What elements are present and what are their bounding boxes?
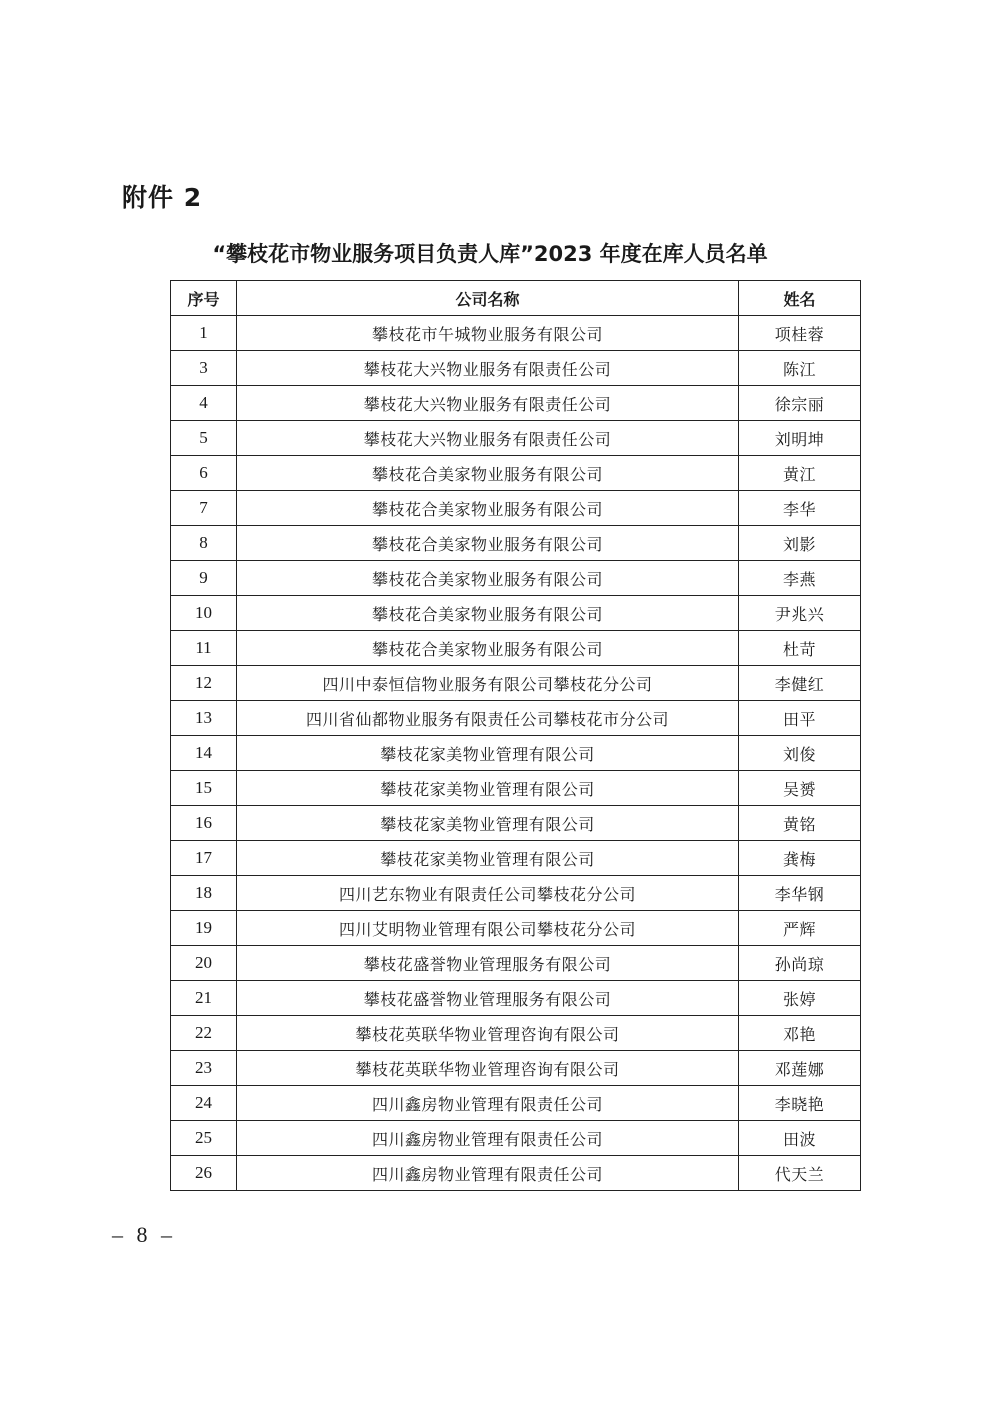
table-row xyxy=(171,316,861,351)
table-row xyxy=(171,806,861,841)
table-row xyxy=(171,946,861,981)
table-row xyxy=(171,596,861,631)
row-company: 攀枝花盛誉物业管理服务有限公司 xyxy=(237,946,739,981)
row-name: 项桂蓉 xyxy=(739,316,861,351)
table-row xyxy=(171,841,861,876)
row-seq: 20 xyxy=(171,946,237,981)
row-company: 攀枝花大兴物业服务有限责任公司 xyxy=(237,421,739,456)
row-name: 李华 xyxy=(739,491,861,526)
row-name: 严辉 xyxy=(739,911,861,946)
row-seq: 17 xyxy=(171,841,237,876)
row-seq: 15 xyxy=(171,771,237,806)
row-company: 四川鑫房物业管理有限责任公司 xyxy=(237,1121,739,1156)
row-name: 孙尚琼 xyxy=(739,946,861,981)
table-row xyxy=(171,666,861,701)
row-company: 攀枝花合美家物业服务有限公司 xyxy=(237,491,739,526)
row-seq: 9 xyxy=(171,561,237,596)
row-company: 攀枝花合美家物业服务有限公司 xyxy=(237,526,739,561)
row-company: 攀枝花盛誉物业管理服务有限公司 xyxy=(237,981,739,1016)
row-name: 刘俊 xyxy=(739,736,861,771)
row-seq: 7 xyxy=(171,491,237,526)
row-name: 邓艳 xyxy=(739,1016,861,1051)
row-seq: 16 xyxy=(171,806,237,841)
row-name: 陈江 xyxy=(739,351,861,386)
attachment-label: 附件 2 xyxy=(122,183,203,212)
row-seq: 6 xyxy=(171,456,237,491)
row-company: 攀枝花家美物业管理有限公司 xyxy=(237,771,739,806)
table-row xyxy=(171,1121,861,1156)
row-seq: 1 xyxy=(171,316,237,351)
row-seq: 12 xyxy=(171,666,237,701)
row-company: 攀枝花合美家物业服务有限公司 xyxy=(237,596,739,631)
row-name: 田平 xyxy=(739,701,861,736)
row-company: 四川鑫房物业管理有限责任公司 xyxy=(237,1156,739,1191)
row-name: 李华钢 xyxy=(739,876,861,911)
row-name: 刘明坤 xyxy=(739,421,861,456)
row-company: 四川鑫房物业管理有限责任公司 xyxy=(237,1086,739,1121)
table-row xyxy=(171,491,861,526)
table-row xyxy=(171,421,861,456)
table-row xyxy=(171,736,861,771)
header-company: 公司名称 xyxy=(237,281,739,316)
row-seq: 8 xyxy=(171,526,237,561)
header-seq: 序号 xyxy=(171,281,237,316)
row-name: 杜苛 xyxy=(739,631,861,666)
row-name: 张婷 xyxy=(739,981,861,1016)
row-name: 吴赟 xyxy=(739,771,861,806)
row-company: 攀枝花合美家物业服务有限公司 xyxy=(237,456,739,491)
row-seq: 24 xyxy=(171,1086,237,1121)
row-name: 龚梅 xyxy=(739,841,861,876)
table-row xyxy=(171,526,861,561)
table-row xyxy=(171,561,861,596)
row-name: 刘影 xyxy=(739,526,861,561)
table-header-row xyxy=(171,281,861,316)
row-company: 攀枝花英联华物业管理咨询有限公司 xyxy=(237,1051,739,1086)
row-name: 代天兰 xyxy=(739,1156,861,1191)
personnel-table xyxy=(170,280,861,1191)
table-row xyxy=(171,911,861,946)
row-company: 攀枝花家美物业管理有限公司 xyxy=(237,841,739,876)
row-seq: 4 xyxy=(171,386,237,421)
table-body xyxy=(171,316,861,1191)
row-name: 黄铭 xyxy=(739,806,861,841)
row-seq: 26 xyxy=(171,1156,237,1191)
row-name: 邓莲娜 xyxy=(739,1051,861,1086)
row-company: 攀枝花合美家物业服务有限公司 xyxy=(237,561,739,596)
row-seq: 14 xyxy=(171,736,237,771)
row-seq: 5 xyxy=(171,421,237,456)
table-row xyxy=(171,631,861,666)
row-company: 攀枝花市午城物业服务有限公司 xyxy=(237,316,739,351)
row-name: 徐宗丽 xyxy=(739,386,861,421)
row-seq: 13 xyxy=(171,701,237,736)
row-seq: 18 xyxy=(171,876,237,911)
row-company: 攀枝花家美物业管理有限公司 xyxy=(237,736,739,771)
row-name: 黄江 xyxy=(739,456,861,491)
row-company: 攀枝花家美物业管理有限公司 xyxy=(237,806,739,841)
table-row xyxy=(171,1156,861,1191)
table-row xyxy=(171,456,861,491)
row-name: 李燕 xyxy=(739,561,861,596)
table-row xyxy=(171,1051,861,1086)
row-name: 李健红 xyxy=(739,666,861,701)
row-company: 攀枝花英联华物业管理咨询有限公司 xyxy=(237,1016,739,1051)
row-seq: 22 xyxy=(171,1016,237,1051)
row-seq: 23 xyxy=(171,1051,237,1086)
row-name: 尹兆兴 xyxy=(739,596,861,631)
row-company: 四川中泰恒信物业服务有限公司攀枝花分公司 xyxy=(237,666,739,701)
document-title: “攀枝花市物业服务项目负责人库”2023 年度在库人员名单 xyxy=(212,242,768,266)
row-company: 攀枝花大兴物业服务有限责任公司 xyxy=(237,351,739,386)
table-row xyxy=(171,771,861,806)
row-company: 四川艺东物业有限责任公司攀枝花分公司 xyxy=(237,876,739,911)
table-row xyxy=(171,1016,861,1051)
row-seq: 25 xyxy=(171,1121,237,1156)
table-row xyxy=(171,386,861,421)
row-company: 攀枝花合美家物业服务有限公司 xyxy=(237,631,739,666)
row-name: 田波 xyxy=(739,1121,861,1156)
row-company: 攀枝花大兴物业服务有限责任公司 xyxy=(237,386,739,421)
table-row xyxy=(171,981,861,1016)
row-seq: 10 xyxy=(171,596,237,631)
row-seq: 21 xyxy=(171,981,237,1016)
row-company: 四川艾明物业管理有限公司攀枝花分公司 xyxy=(237,911,739,946)
row-seq: 3 xyxy=(171,351,237,386)
row-company: 四川省仙都物业服务有限责任公司攀枝花市分公司 xyxy=(237,701,739,736)
row-seq: 19 xyxy=(171,911,237,946)
row-seq: 11 xyxy=(171,631,237,666)
page-number: – 8 – xyxy=(112,1222,176,1247)
table-row xyxy=(171,1086,861,1121)
row-name: 李晓艳 xyxy=(739,1086,861,1121)
table-row xyxy=(171,351,861,386)
table-row xyxy=(171,876,861,911)
table-row xyxy=(171,701,861,736)
header-name: 姓名 xyxy=(739,281,861,316)
